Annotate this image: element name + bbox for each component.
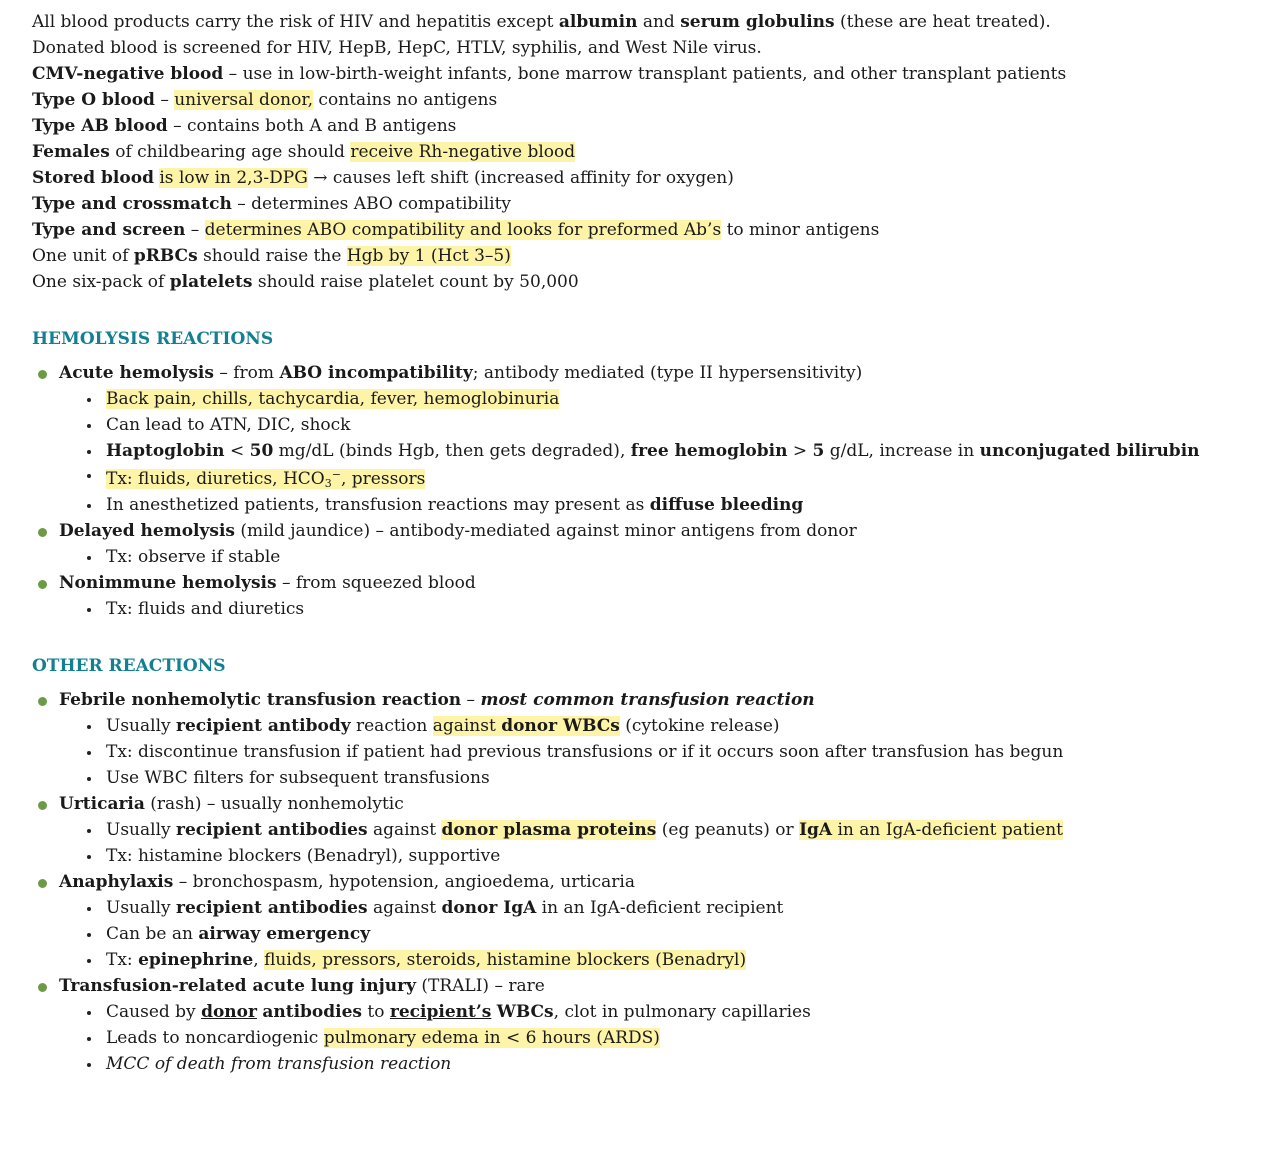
sub-item: Caused by donor antibodies to recipient’s WBCs, clot in pulmonary capillaries <box>32 999 1252 1025</box>
sub-item: Use WBC filters for subsequent transfusions <box>32 765 1252 791</box>
sub-item: Back pain, chills, tachycardia, fever, hemoglobinuria <box>32 386 1252 412</box>
intro-line-1: All blood products carry the risk of HIV and hepatitis except albumin and serum globulins (these are heat treated). <box>32 12 1051 32</box>
sub-item: Tx: observe if stable <box>32 544 1252 570</box>
bullet-dot <box>38 983 47 992</box>
sub-item: Usually recipient antibodies against donor plasma proteins (eg peanuts) or IgA in an IgA-deficient patient <box>32 817 1252 843</box>
bullet-dot <box>38 697 47 706</box>
intro-line-6: Females of childbearing age should receive Rh-negative blood <box>32 142 576 162</box>
bullet-dot <box>38 879 47 888</box>
bullet-dot <box>38 370 47 379</box>
sub-item: Can be an airway emergency <box>32 921 1252 947</box>
intro-line-2: Donated blood is screened for HIV, HepB, HepC, HTLV, syphilis, and West Nile virus. <box>32 38 762 58</box>
list-item-urticaria: Urticaria (rash) – usually nonhemolytic <box>32 791 1252 817</box>
list-item-delayed-hemolysis: Delayed hemolysis (mild jaundice) – antibody-mediated against minor antigens from donor <box>32 518 1252 544</box>
intro-line-10: One unit of pRBCs should raise the Hgb by 1 (Hct 3–5) <box>32 246 511 266</box>
sub-item: In anesthetized patients, transfusion reactions may present as diffuse bleeding <box>32 488 1252 518</box>
sub-item: MCC of death from transfusion reaction <box>32 1051 1252 1077</box>
list-item-anaphylaxis: Anaphylaxis – bronchospasm, hypotension, angioedema, urticaria <box>32 869 1252 895</box>
sub-item: Haptoglobin < 50 mg/dL (binds Hgb, then gets degraded), free hemoglobin > 5 g/dL, increase in unconjugated bilirubin <box>32 438 1252 464</box>
intro-line-8: Type and crossmatch – determines ABO compatibility <box>32 194 512 214</box>
sub-item: Tx: histamine blockers (Benadryl), supportive <box>32 843 1252 869</box>
sub-item: Tx: fluids and diuretics <box>32 596 1252 622</box>
sub-item: Tx: fluids, diuretics, $HCO_3^-$, pressors <box>32 464 1252 488</box>
bullet-dot <box>38 801 47 810</box>
list-item-nonimmune-hemolysis: Nonimmune hemolysis – from squeezed blood <box>32 570 1252 596</box>
intro-line-4: Type O blood – universal donor, contains no antigens <box>32 90 498 110</box>
list-item-acute-hemolysis: Acute hemolysis – from ABO incompatibility; antibody mediated (type II hypersensitivity) <box>32 360 1252 386</box>
intro-line-5: Type AB blood – contains both A and B antigens <box>32 116 457 136</box>
section-heading-other: OTHER REACTIONS <box>32 656 226 676</box>
intro-line-3: CMV-negative blood – use in low-birth-weight infants, bone marrow transplant patients, and other transplant patients <box>32 64 1067 84</box>
document-page <box>32 9 1252 1077</box>
list-item-febrile: Febrile nonhemolytic transfusion reaction – most common transfusion reaction <box>32 687 1252 713</box>
intro-line-9: Type and screen – determines ABO compatibility and looks for preformed Ab’s to minor antigens <box>32 220 880 240</box>
sub-item: Usually recipient antibody reaction against donor WBCs (cytokine release) <box>32 713 1252 739</box>
sub-item: Tx: epinephrine, fluids, pressors, steroids, histamine blockers (Benadryl) <box>32 947 1252 973</box>
bullet-dot <box>38 528 47 537</box>
sub-item: Leads to noncardiogenic pulmonary edema in < 6 hours (ARDS) <box>32 1025 1252 1051</box>
list-item-trali: Transfusion-related acute lung injury (TRALI) – rare <box>32 973 1252 999</box>
bullet-dot <box>38 580 47 589</box>
section-heading-hemolysis: HEMOLYSIS REACTIONS <box>32 329 274 349</box>
sub-item: Can lead to ATN, DIC, shock <box>32 412 1252 438</box>
intro-line-7: Stored blood is low in 2,3-DPG → causes left shift (increased affinity for oxygen) <box>32 168 734 188</box>
intro-line-11: One six-pack of platelets should raise platelet count by 50,000 <box>32 272 579 292</box>
sub-item: Tx: discontinue transfusion if patient had previous transfusions or if it occurs soon after transfusion has begun <box>32 739 1252 765</box>
sub-item: Usually recipient antibodies against donor IgA in an IgA-deficient recipient <box>32 895 1252 921</box>
